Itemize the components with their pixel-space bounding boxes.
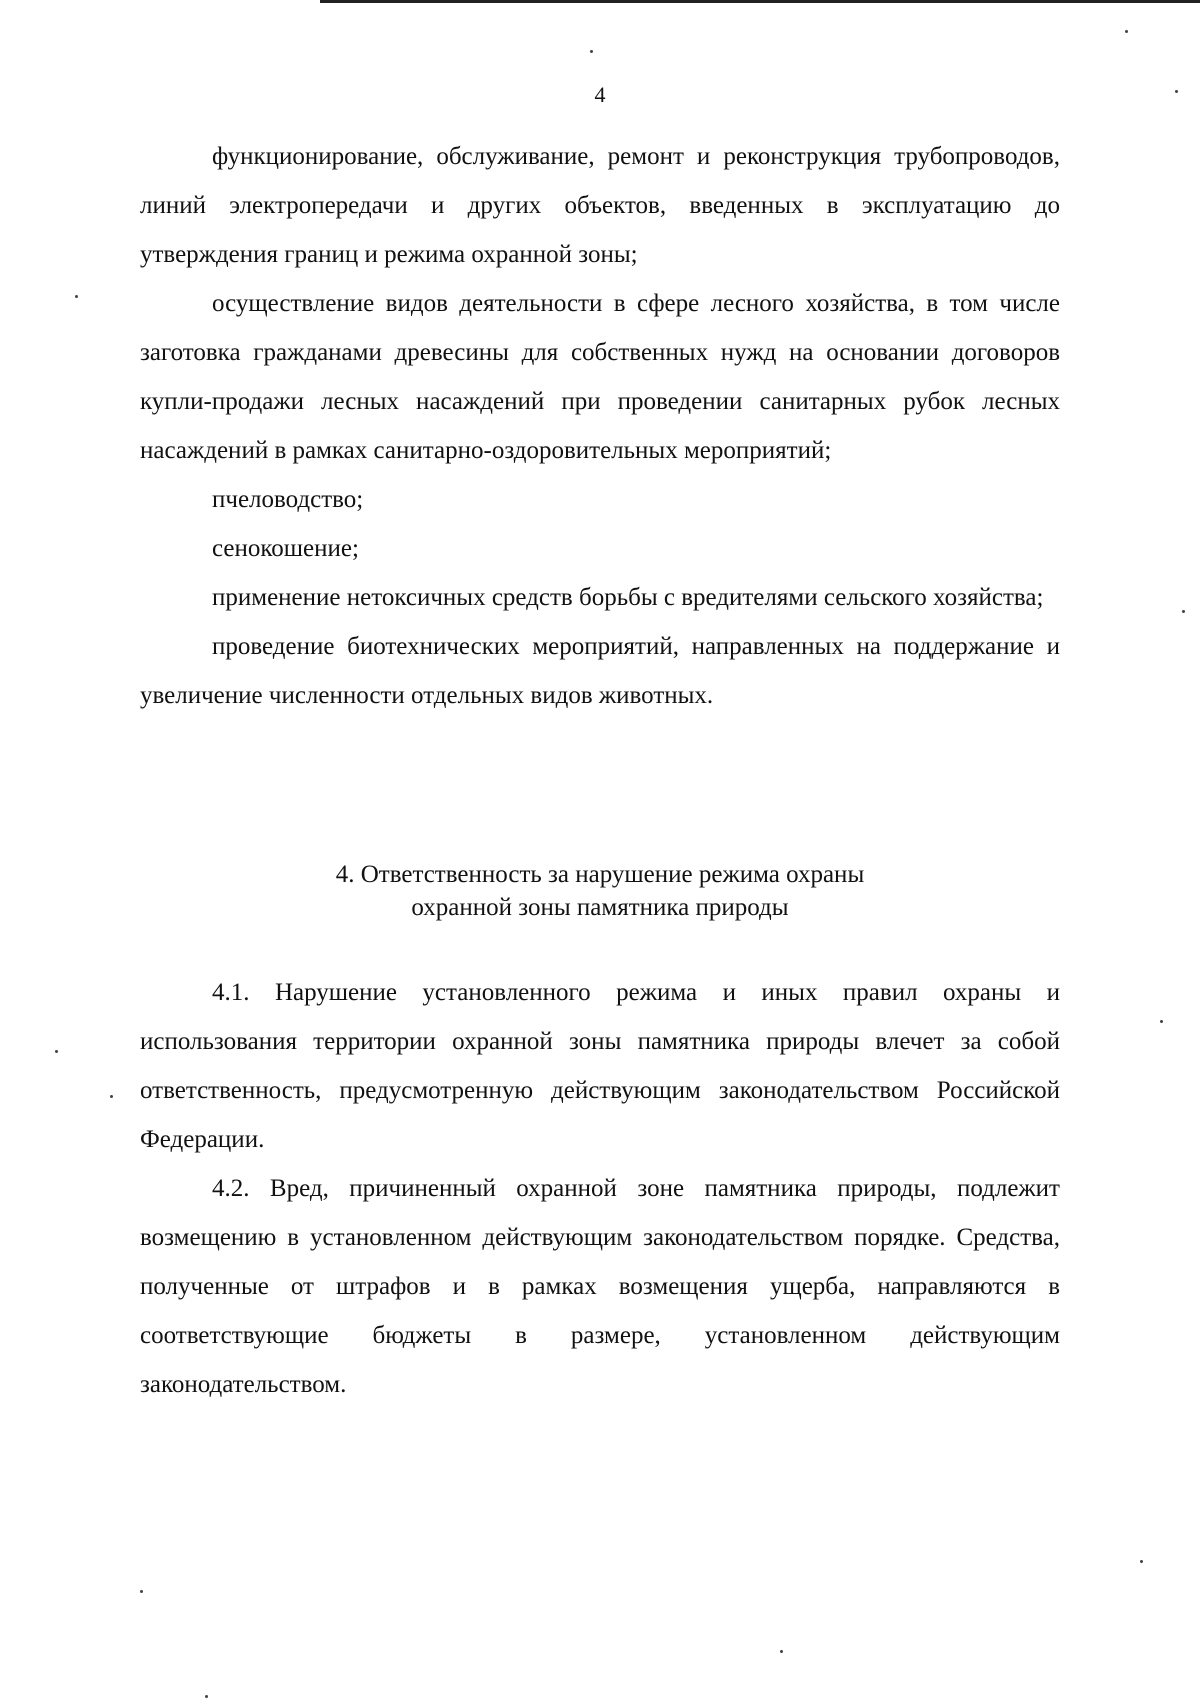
paragraph-maintenance: функционирование, обслуживание, ремонт и реконструкция трубопроводов, линий электропередачи и других объектов, введенных в эксплуатацию до утверждения границ и режима охранной зоны; bbox=[140, 143, 1060, 268]
section-heading-line-1: 4. Ответственность за нарушение режима охраны bbox=[335, 861, 865, 888]
scan-speck bbox=[110, 1095, 113, 1098]
paragraph-4-2: 4.2. Вред, причиненный охранной зоне памятника природы, подлежит возмещению в установленном действующим законодательством порядке. Средства, полученные от штрафов и в рамках возмещения ущерба, направляются в соответствующие бюджеты в размере, установленном действующим законодательством. bbox=[140, 1175, 1060, 1398]
scan-speck bbox=[1140, 1560, 1143, 1563]
page-number: 4 bbox=[594, 82, 606, 107]
body-text-bottom bbox=[140, 968, 1060, 1409]
section-heading-line-2: охранной зоны памятника природы bbox=[411, 894, 789, 921]
paragraph-biotechnical: проведение биотехнических мероприятий, направленных на поддержание и увеличение численности отдельных видов животных. bbox=[140, 633, 1060, 709]
paragraph-beekeeping: пчеловодство; bbox=[212, 486, 364, 513]
scan-speck bbox=[780, 1650, 783, 1653]
body-text-top bbox=[140, 132, 1060, 720]
paragraph-haymaking: сенокошение; bbox=[212, 535, 359, 562]
scan-speck bbox=[1182, 610, 1185, 613]
scan-speck bbox=[1125, 30, 1128, 33]
paragraph-forestry: осуществление видов деятельности в сфере лесного хозяйства, в том числе заготовка гражданами древесины для собственных нужд на основании договоров купли-продажи лесных насаждений при проведении санитарных рубок лесных насаждений в рамках санитарно-оздоровительных мероприятий; bbox=[140, 290, 1060, 464]
scan-speck bbox=[1175, 90, 1178, 93]
paragraph-pest-control: применение нетоксичных средств борьбы с вредителями сельского хозяйства; bbox=[212, 584, 1044, 611]
scan-speck bbox=[590, 50, 593, 53]
scan-speck bbox=[75, 295, 78, 298]
section-heading bbox=[140, 858, 1060, 924]
scan-speck bbox=[55, 1050, 58, 1053]
paragraph-4-1: 4.1. Нарушение установленного режима и иных правил охраны и использования территории охранной зоны памятника природы влечет за собой ответственность, предусмотренную действующим законодательством Российской Федерации. bbox=[140, 979, 1060, 1153]
top-border-line bbox=[320, 0, 1200, 3]
scan-speck bbox=[140, 1590, 143, 1593]
scan-speck bbox=[1160, 1020, 1163, 1023]
